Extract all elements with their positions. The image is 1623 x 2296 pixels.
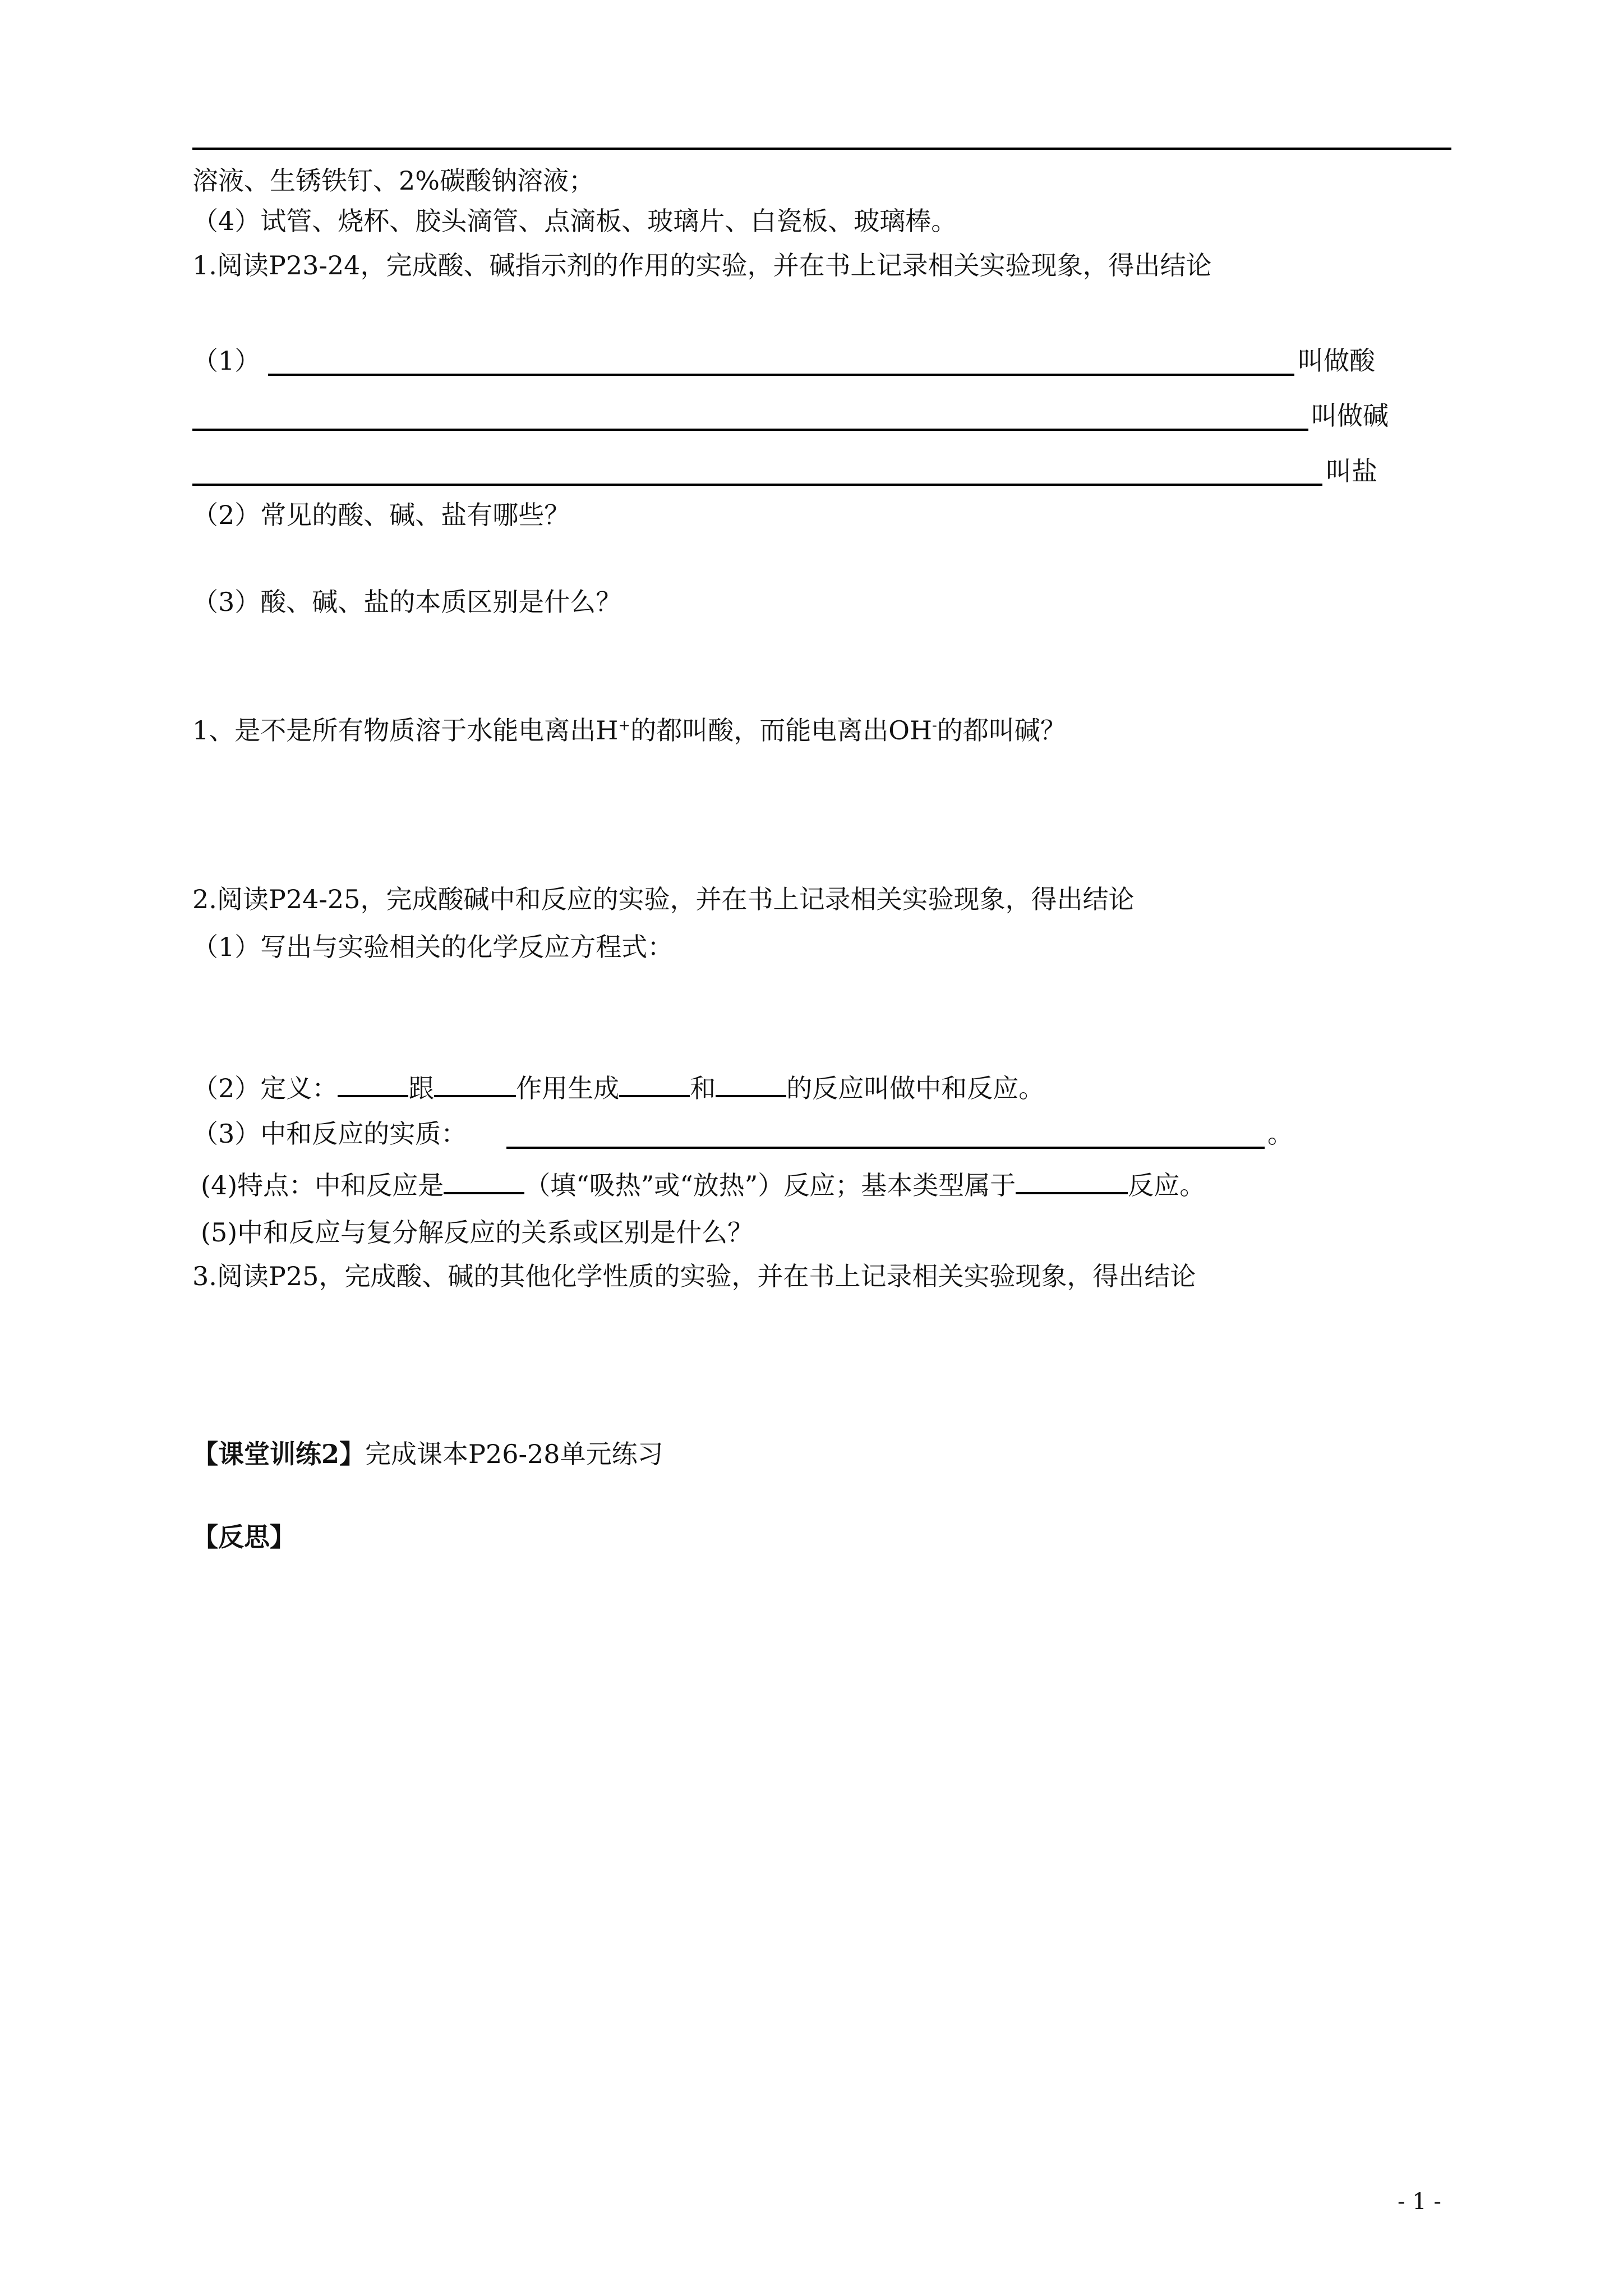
question-ions-a: 1、是不是所有物质溶于水能电离出H [192,715,619,746]
section-1-heading: 1.阅读P23-24，完成酸、碱指示剂的作用的实验，并在书上记录相关实验现象，得出结论 [192,250,1212,280]
answer-line-salt[interactable] [192,484,1322,486]
feature-a: (4)特点：中和反应是 [201,1170,444,1200]
blank-2[interactable] [434,1070,516,1097]
reflection-heading: 【反思】 [192,1522,296,1552]
question-ions-c: 的都叫碱？ [937,715,1066,746]
q3-difference: （3）酸、碱、盐的本质区别是什么？ [192,587,622,617]
question-ions [192,714,1066,747]
essence-label: （3）中和反应的实质： [192,1119,467,1149]
question-ions-b: 的都叫酸，而能电离出OH [630,715,933,746]
relation-question: (5)中和反应与复分解反应的关系或区别是什么？ [201,1217,754,1248]
q1-number: （1） [192,346,261,376]
feature-b: （填“吸热”或“放热”）反应；基本类型属于 [524,1170,1016,1200]
training-label: 【课堂训练2】 [192,1439,366,1469]
feature-line [201,1167,1205,1202]
blank-4[interactable] [716,1070,786,1097]
definition-d: 和 [690,1073,716,1103]
blank-heat[interactable] [444,1167,524,1194]
label-acid: 叫做酸 [1298,346,1375,376]
label-base: 叫做碱 [1311,401,1389,431]
blank-1[interactable] [338,1070,408,1097]
answer-line-essence[interactable] [506,1147,1265,1149]
answer-line-acid[interactable] [268,374,1294,376]
header-rule [192,148,1451,150]
definition-line [192,1070,1044,1105]
definition-c: 作用生成 [516,1073,620,1103]
training-text: 完成课本P26-28单元练习 [365,1439,663,1469]
blank-3[interactable] [619,1070,690,1097]
answer-line-base[interactable] [192,429,1308,431]
definition-a: （2）定义： [192,1073,338,1103]
definition-e: 的反应叫做中和反应。 [786,1073,1045,1103]
materials-line: 溶液、生锈铁钉、2%碳酸钠溶液； [192,165,594,196]
q2-common: （2）常见的酸、碱、盐有哪些？ [192,500,570,530]
page-number: - 1 - [1398,2189,1441,2215]
label-salt: 叫盐 [1326,456,1377,486]
blank-type[interactable] [1016,1167,1128,1194]
equipment-line: （4）试管、烧杯、胶头滴管、点滴板、玻璃片、白瓷板、玻璃棒。 [192,206,957,236]
section-2-heading: 2.阅读P24-25，完成酸碱中和反应的实验，并在书上记录相关实验现象，得出结论 [192,884,1135,914]
essence-end: 。 [1267,1119,1293,1149]
definition-b: 跟 [408,1073,435,1103]
section-3-heading: 3.阅读P25，完成酸、碱的其他化学性质的实验，并在书上记录相关实验现象，得出结论 [192,1261,1196,1291]
oh-minus-sup: - [932,717,937,734]
classroom-training [192,1437,663,1471]
equation-prompt: （1）写出与实验相关的化学反应方程式： [192,932,674,962]
feature-c: 反应。 [1128,1170,1206,1200]
h-plus-sup: + [618,717,631,734]
